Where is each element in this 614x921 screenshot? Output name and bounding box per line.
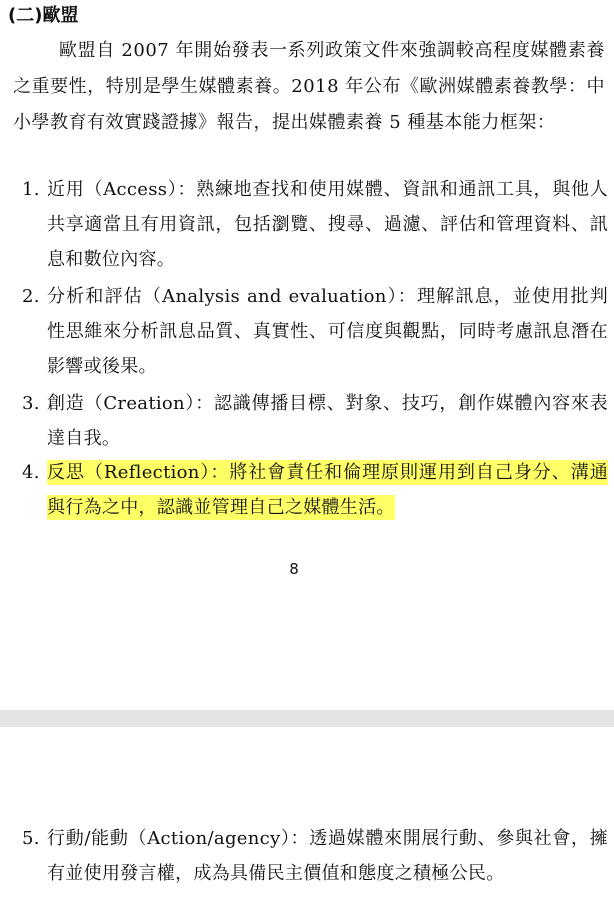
list-item-number: 5. xyxy=(22,828,40,849)
list-item-number: 3. xyxy=(22,393,40,414)
list-item-access xyxy=(22,172,608,277)
list-item-text: 創造（Creation）：認識傳播目標、對象、技巧，創作媒體內容來表達自我。 xyxy=(47,393,608,449)
list-item-analysis xyxy=(22,279,608,384)
list-item-action xyxy=(22,821,608,891)
list-item-text: 分析和評估（Analysis and evaluation）：理解訊息，並使用批判性思維來分析訊息品質、真實性、可信度與觀點，同時考慮訊息潛在影響或後果。 xyxy=(47,286,608,377)
list-item-text: 行動/能動（Action/agency）：透過媒體來開展行動、參與社會，擁有並使用發言權，成為具備民主價值和態度之積極公民。 xyxy=(47,828,608,884)
list-item-reflection xyxy=(22,455,608,525)
highlighted-text: 反思（Reflection）：將社會責任和倫理原則運用到自己身分、溝通與行為之中，認識並管理自己之媒體生活。 xyxy=(47,462,608,518)
list-item-text: 近用（Access）：熟練地查找和使用媒體、資訊和通訊工具，與他人共享適當且有用資訊，包括瀏覽、搜尋、過濾、評估和管理資料、訊息和數位內容。 xyxy=(47,179,608,270)
document-page-2 xyxy=(0,727,614,921)
page-separator xyxy=(0,710,614,727)
list-item-number: 4. xyxy=(22,462,40,483)
intro-paragraph: 歐盟自 2007 年開始發表一系列政策文件來強調較高程度媒體素養之重要性，特別是學生媒體素養。2018 年公布《歐洲媒體素養教學：中小學教育有效實踐證據》報告，提出媒體素養 5 種基本能力框架： xyxy=(13,40,605,133)
section-heading: (二)歐盟 xyxy=(8,5,79,26)
list-item-number: 2. xyxy=(22,286,40,307)
list-item-creation xyxy=(22,386,608,456)
page-number: 8 xyxy=(289,560,299,578)
list-item-number: 1. xyxy=(22,179,40,200)
